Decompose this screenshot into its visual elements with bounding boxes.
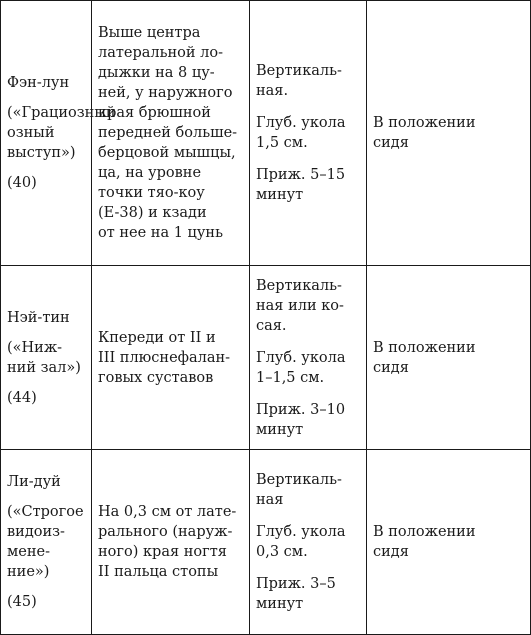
point-translation: («Ниж- ний зал») xyxy=(7,339,81,376)
needle-direction: Вертикаль- ная xyxy=(256,472,342,508)
needle-depth: Глуб. укола 1–1,5 см. xyxy=(256,349,346,386)
table-row xyxy=(1,1,531,266)
location-cell: На 0,3 см от лате- рального (наруж- ного) края ногтя II пальца стопы xyxy=(92,450,250,635)
location-cell: Кпереди от II и III плюснефалан- говых суставов xyxy=(92,266,250,450)
point-name-cell xyxy=(1,450,92,635)
needle-direction: Вертикаль- ная. xyxy=(256,63,342,99)
needle-depth: Глуб. укола 0,3 см. xyxy=(256,524,346,560)
location-cell: Выше центра латеральной ло- дыжки на 8 цу- ней, у наружного края брюшной передней больше- берцовой мышцы, ца, на уровне точки тяо-коу (E-38) и кзади от нее на 1 цунь xyxy=(92,1,250,266)
position-cell: В положении сидя xyxy=(367,1,531,266)
table-row xyxy=(1,450,531,635)
point-number: (45) xyxy=(7,594,37,610)
needle-depth: Глуб. укола 1,5 см. xyxy=(256,115,346,151)
point-name: Нэй-тин xyxy=(7,309,70,326)
point-number: (44) xyxy=(7,389,37,406)
moxa-duration: Приж. 3–10 минут xyxy=(256,401,346,438)
point-number: (40) xyxy=(7,175,37,191)
point-name-cell xyxy=(1,266,92,450)
point-name-cell xyxy=(1,1,116,266)
point-translation: («Строгое видоиз- мене- ние») xyxy=(7,504,84,580)
table-row xyxy=(1,266,531,450)
technique-cell xyxy=(250,1,367,266)
point-name: Фэн-лун xyxy=(7,75,70,91)
position-cell: В положении сидя xyxy=(367,450,531,635)
position-cell: В положении сидя xyxy=(367,266,531,450)
technique-cell xyxy=(250,266,367,450)
moxa-duration: Приж. 5–15 минут xyxy=(256,167,346,203)
point-translation: («Грациозный озный выступ») xyxy=(7,105,116,161)
moxa-duration: Приж. 3–5 минут xyxy=(256,576,336,612)
point-name: Ли-дуй xyxy=(7,474,61,490)
needle-direction: Вертикаль- ная или ко- сая. xyxy=(256,277,344,334)
technique-cell xyxy=(250,450,367,635)
